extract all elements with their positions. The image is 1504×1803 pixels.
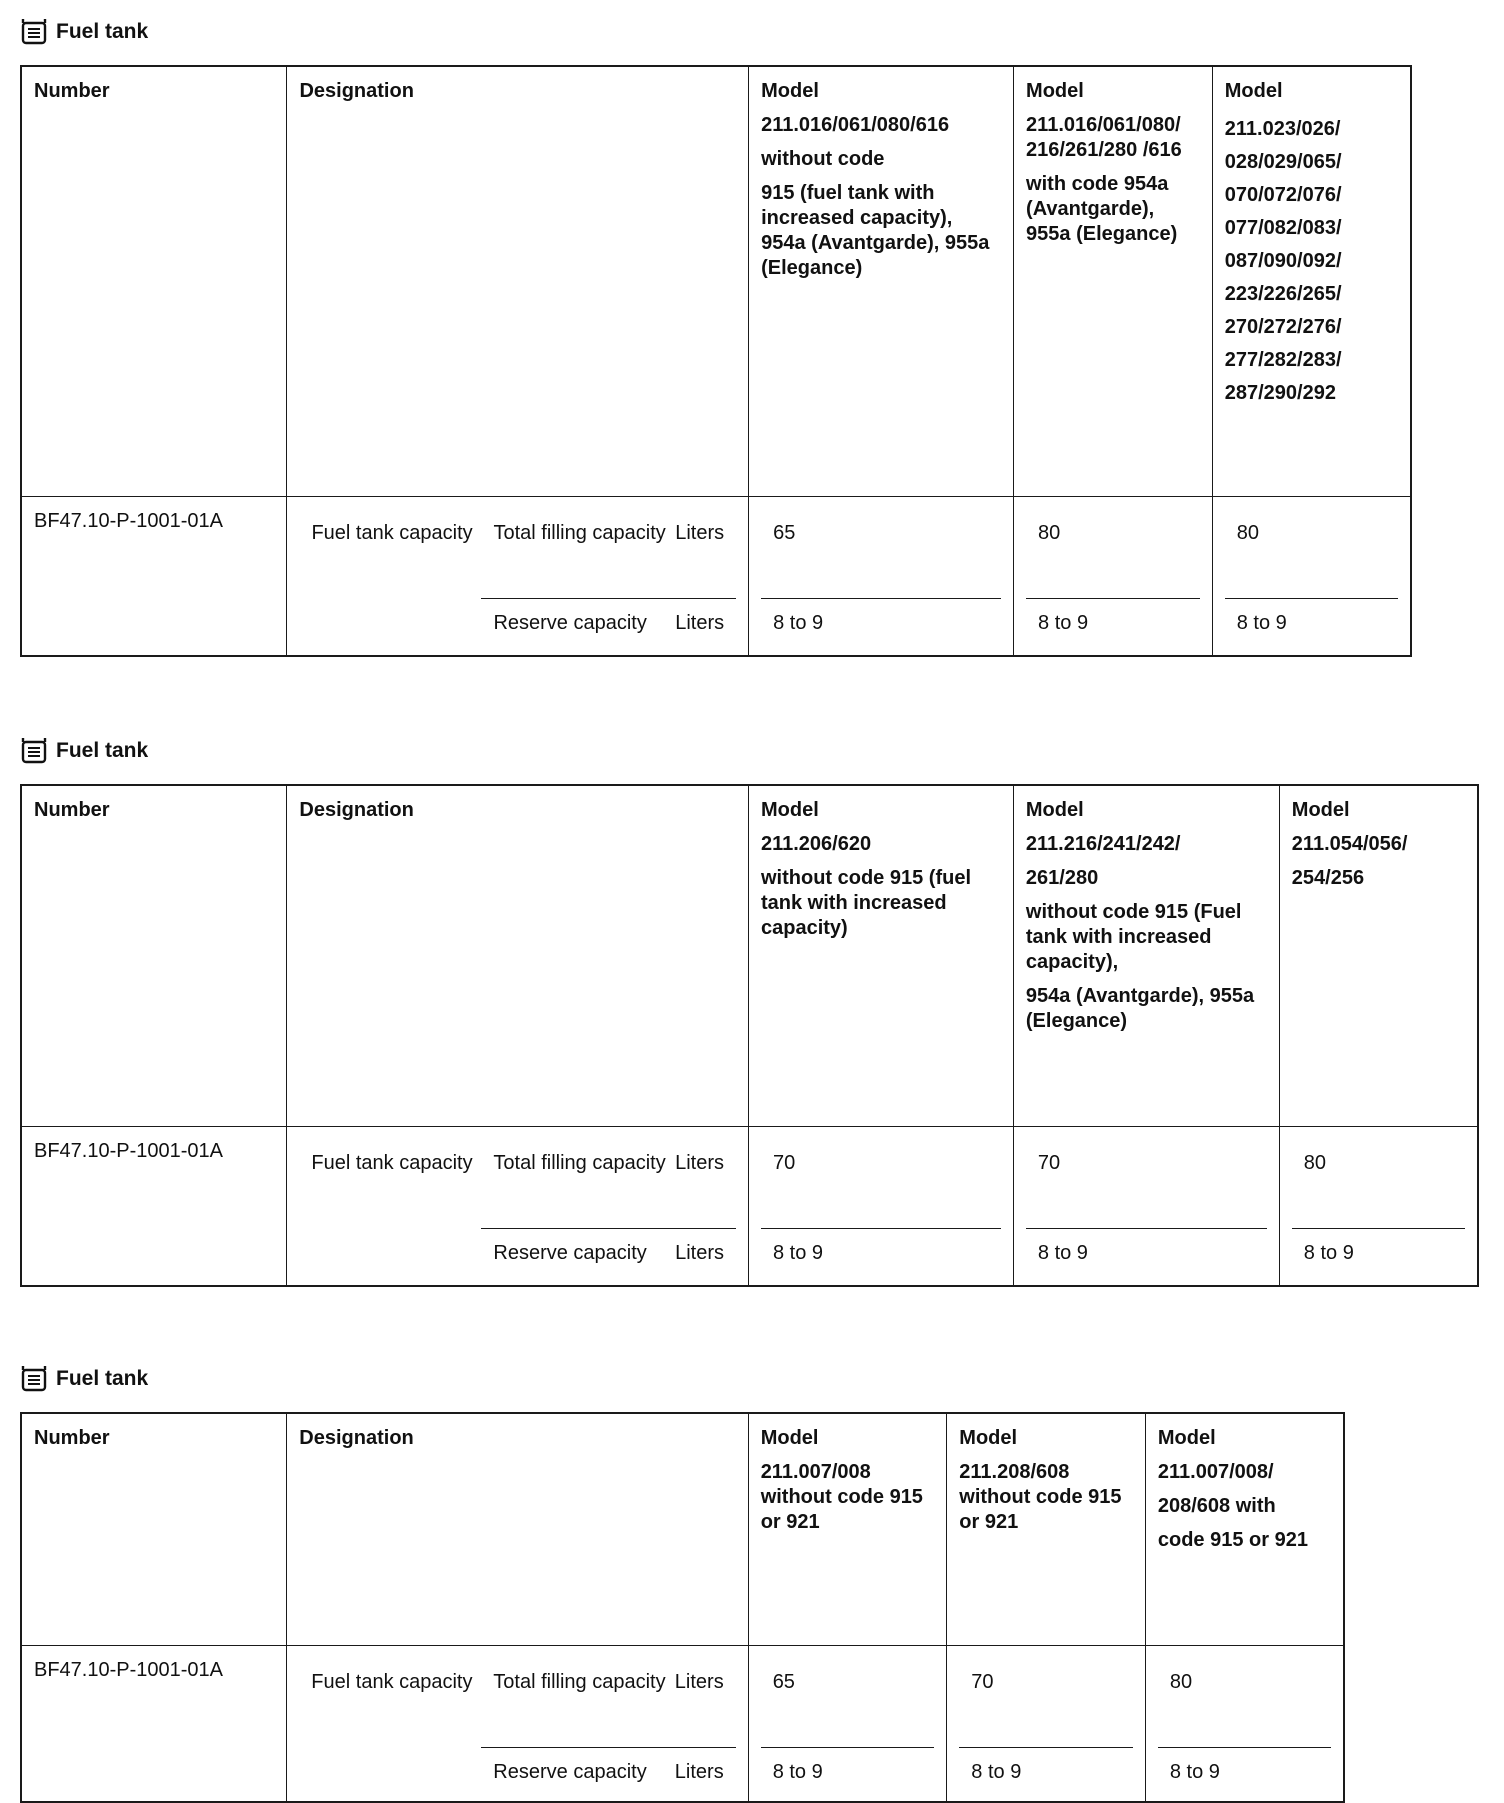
part-number: BF47.10-P-1001-01A <box>21 1645 287 1802</box>
value-column <box>1014 496 1213 656</box>
header-number: Number <box>21 785 287 1126</box>
value-column <box>1145 1645 1344 1802</box>
value-column <box>1279 1126 1478 1286</box>
total-value: 70 <box>1037 1151 1061 1174</box>
designation-label: Fuel tank capacity <box>311 1151 473 1174</box>
section-title <box>20 736 148 766</box>
header-designation: Designation <box>287 1413 748 1645</box>
total-value: 80 <box>1169 1670 1193 1693</box>
fuel-tank-table <box>20 65 1412 657</box>
fuel-tank-table <box>20 1412 1345 1803</box>
reserve-value: 8 to 9 <box>1225 598 1398 636</box>
designation <box>287 1645 748 1802</box>
value-column <box>947 1645 1146 1802</box>
header-model: Model 211.054/056/ 254/256 <box>1279 785 1478 1126</box>
fuel-tank-document-icon <box>20 737 48 765</box>
header-model: Model 211.216/241/242/ 261/280 without code 915 (Fuel tank with increased capacity), 954a (Avantgarde), 955a (Elegance) <box>1013 785 1279 1126</box>
part-number: BF47.10-P-1001-01A <box>21 1126 287 1286</box>
total-value: 70 <box>971 1670 994 1693</box>
header-model: Model 211.023/026/ 028/029/065/ 070/072/076/ 077/082/083/ 087/090/092/ 223/226/265/ 270/272/276/ 277/282/283/ 287/290/292 <box>1212 66 1411 496</box>
header-model: Model 211.007/008 without code 915 or 921 <box>748 1413 947 1645</box>
value-column <box>749 496 1014 656</box>
reserve-value: 8 to 9 <box>1026 1228 1267 1266</box>
total-value: 80 <box>1038 521 1061 544</box>
total-value: 65 <box>772 1670 795 1693</box>
reserve-capacity-label: Reserve capacity <box>493 1760 647 1783</box>
reserve-value: 8 to 9 <box>761 598 1001 636</box>
reserve-value: 8 to 9 <box>1292 1228 1465 1266</box>
header-designation: Designation <box>287 785 749 1126</box>
section-title <box>20 1364 148 1394</box>
total-filling-label: Total filling capacity <box>493 1670 666 1693</box>
unit-label: Liters <box>675 521 725 544</box>
section-title-text: Fuel tank <box>56 1367 149 1390</box>
total-value: 80 <box>1303 1151 1327 1174</box>
unit-label: Liters <box>674 1670 724 1693</box>
header-model: Model 211.007/008/ 208/608 with code 915 or 921 <box>1145 1413 1344 1645</box>
reserve-capacity-label: Reserve capacity <box>493 1241 647 1264</box>
total-filling-label: Total filling capacity <box>493 1151 666 1174</box>
header-designation: Designation <box>287 66 749 496</box>
reserve-value: 8 to 9 <box>1026 598 1200 636</box>
total-value: 80 <box>1236 521 1259 544</box>
unit-label: Liters <box>675 1241 724 1264</box>
fuel-tank-document-icon <box>20 1365 48 1393</box>
reserve-value: 8 to 9 <box>959 1747 1133 1785</box>
designation <box>287 1126 749 1286</box>
total-value: 65 <box>773 521 796 544</box>
header-model: Model 211.206/620 without code 915 (fuel tank with increased capacity) <box>748 785 1013 1126</box>
total-filling-label: Total filling capacity <box>493 521 666 544</box>
reserve-value: 8 to 9 <box>761 1228 1001 1266</box>
reserve-value: 8 to 9 <box>761 1747 935 1785</box>
part-number: BF47.10-P-1001-01A <box>21 496 287 656</box>
reserve-capacity-label: Reserve capacity <box>493 611 647 634</box>
value-column <box>748 1645 947 1802</box>
fuel-tank-document-icon <box>20 18 48 46</box>
total-value: 70 <box>772 1151 796 1174</box>
header-model: Model 211.208/608 without code 915 or 921 <box>947 1413 1146 1645</box>
section-title-text: Fuel tank <box>56 739 149 762</box>
value-column <box>748 1126 1013 1286</box>
header-model: Model 211.016/061/080/616 without code 915 (fuel tank with increased capacity), 954a (Avantgarde), 955a (Elegance) <box>749 66 1014 496</box>
unit-label: Liters <box>675 611 725 634</box>
unit-label: Liters <box>675 1151 724 1174</box>
section-title-text: Fuel tank <box>56 20 149 43</box>
designation <box>287 496 749 656</box>
value-column <box>1013 1126 1279 1286</box>
header-model: Model 211.016/061/080/ 216/261/280 /616 with code 954a (Avantgarde), 955a (Elegance) <box>1014 66 1213 496</box>
fuel-tank-table <box>20 784 1479 1287</box>
section-title <box>20 17 148 47</box>
unit-label: Liters <box>674 1760 724 1783</box>
header-number: Number <box>21 66 287 496</box>
reserve-value: 8 to 9 <box>1158 1747 1331 1785</box>
designation-label: Fuel tank capacity <box>311 521 473 544</box>
header-number: Number <box>21 1413 287 1645</box>
designation-label: Fuel tank capacity <box>311 1670 473 1693</box>
value-column <box>1212 496 1411 656</box>
